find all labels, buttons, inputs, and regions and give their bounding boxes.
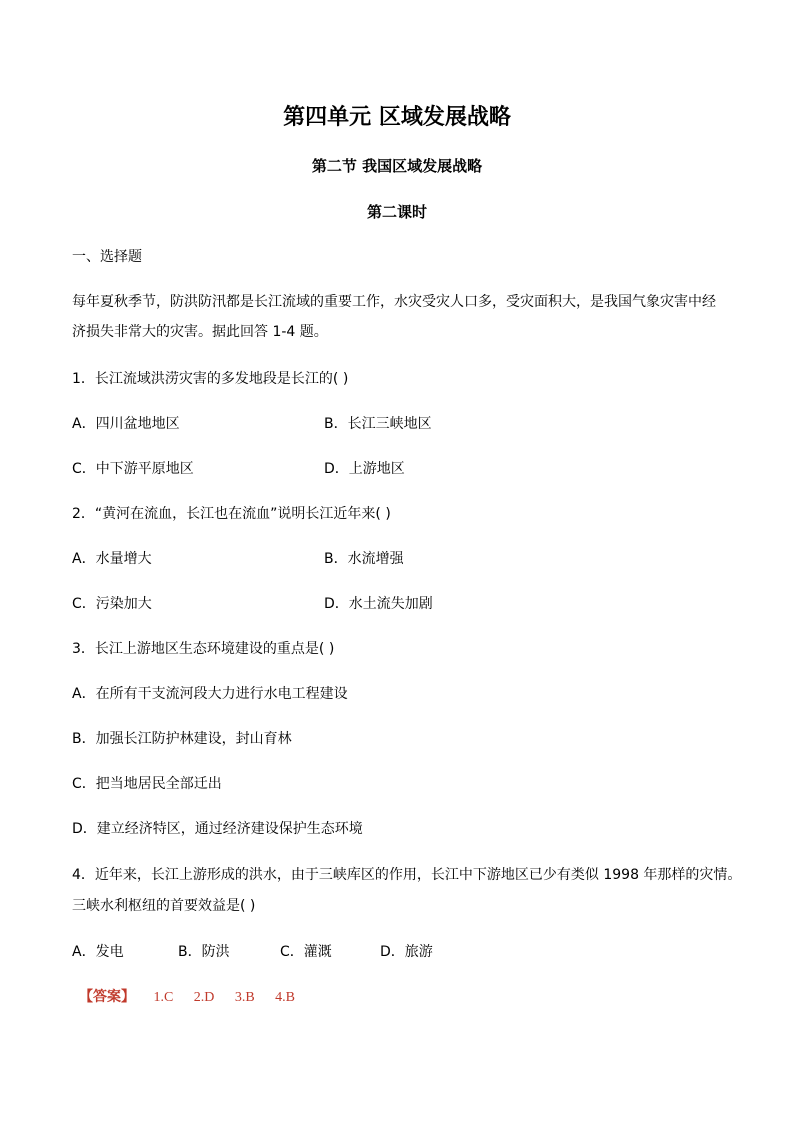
question-2-option-a: A．水量增大 [72, 551, 152, 567]
question-1-option-b: B．长江三峡地区 [324, 416, 432, 432]
question-2-option-c: C．污染加大 [72, 596, 152, 612]
question-1-option-d: D．上游地区 [324, 461, 405, 477]
answer-label: 【答案】 [79, 989, 135, 1005]
question-3-stem: 3．长江上游地区生态环境建设的重点是( ) [72, 641, 335, 657]
lesson-title: 第二课时 [366, 203, 427, 221]
question-4-stem-line-2: 三峡水利枢纽的首要效益是( ) [72, 898, 256, 914]
question-3-option-a: A．在所有干支流河段大力进行水电工程建设 [72, 686, 348, 702]
question-1-option-c: C．中下游平原地区 [72, 461, 194, 477]
question-1-stem: 1．长江流域洪涝灾害的多发地段是长江的( ) [72, 371, 349, 387]
question-3-option-b: B．加强长江防护林建设，封山育林 [72, 731, 292, 747]
answer-row [79, 987, 295, 1008]
question-2-stem: 2．“黄河在流血，长江也在流血”说明长江近年来( ) [72, 506, 391, 522]
question-4-option-c: C．灌溉 [280, 944, 332, 960]
section-title: 第二节 我国区域发展战略 [311, 157, 483, 175]
question-4-option-d: D．旅游 [380, 944, 433, 960]
answer-1: 1.C [153, 990, 174, 1005]
question-3-option-c: C．把当地居民全部迁出 [72, 776, 222, 792]
question-2-option-d: D．水土流失加剧 [324, 596, 433, 612]
answer-2: 2.D [193, 990, 215, 1005]
unit-title: 第四单元 区域发展战略 [283, 104, 511, 130]
part-heading: 一、选择题 [72, 249, 142, 265]
answer-3: 3.B [234, 990, 255, 1005]
question-2-option-b: B．水流增强 [324, 551, 404, 567]
intro-line-2: 济损失非常大的灾害。据此回答 1-4 题。 [72, 324, 328, 340]
intro-line-1: 每年夏秋季节，防洪防汛都是长江流域的重要工作，水灾受灾人口多，受灾面积大，是我国气象灾害中经 [72, 294, 716, 310]
question-3-option-d: D．建立经济特区，通过经济建设保护生态环境 [72, 821, 363, 837]
question-4-stem-line-1: 4．近年来，长江上游形成的洪水，由于三峡库区的作用，长江中下游地区已少有类似 1998 年那样的灾情。 [72, 867, 742, 883]
question-1-option-a: A．四川盆地地区 [72, 416, 180, 432]
question-4-option-a: A．发电 [72, 944, 124, 960]
answer-4: 4.B [275, 990, 295, 1005]
question-4-option-b: B．防洪 [178, 944, 230, 960]
